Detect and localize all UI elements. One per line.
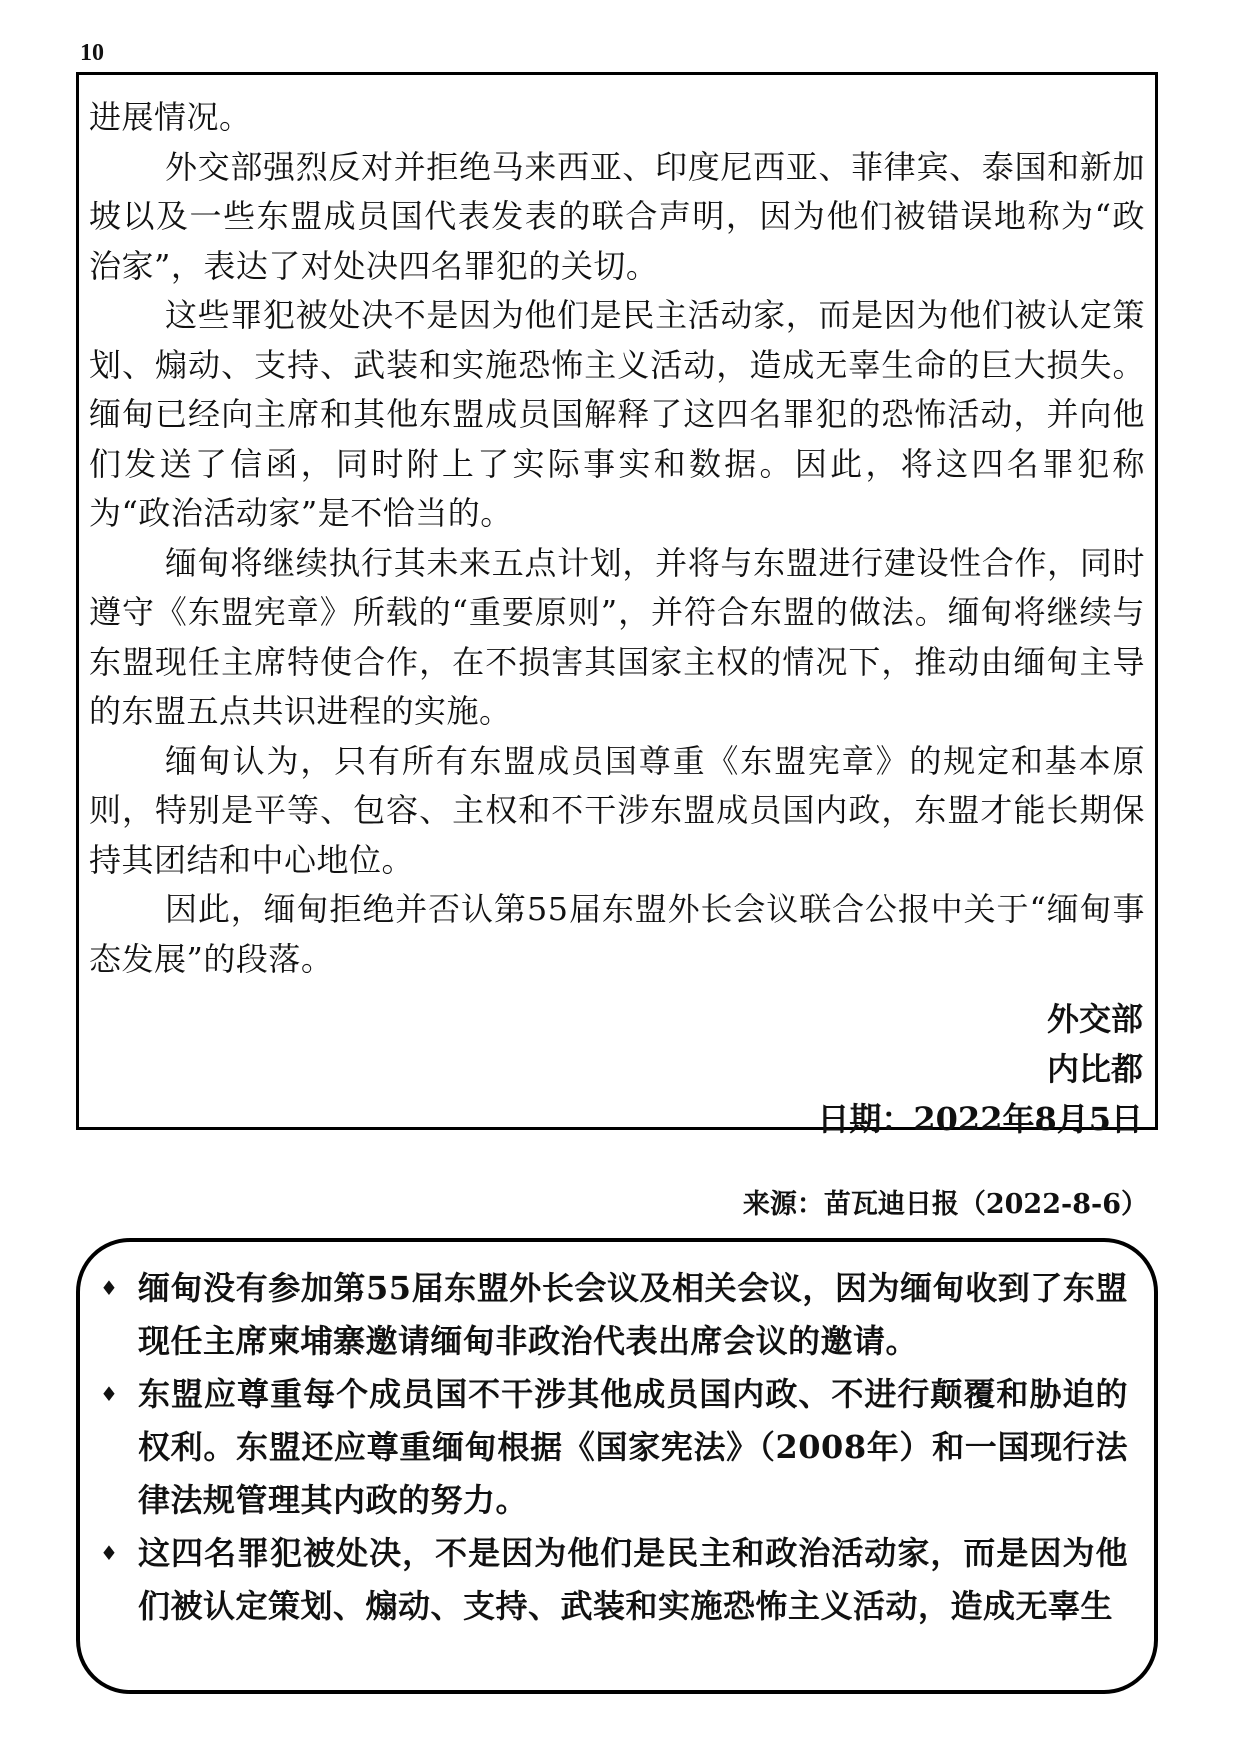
summary-item-text: 东盟应尊重每个成员国不干涉其他成员国内政、不进行颠覆和胁迫的权利。东盟还应尊重缅甸根据《国家宪法》（2008年）和一国现行法律法规管理其内政的努力。 xyxy=(138,1375,1128,1519)
signature-block xyxy=(89,994,1145,1144)
statement-box xyxy=(76,72,1158,1138)
diamond-bullet-icon: ♦ xyxy=(100,1382,118,1406)
summary-box xyxy=(76,1238,1158,1694)
source-citation: 来源：苗瓦迪日报（2022-8-6） xyxy=(742,1189,1148,1220)
statement-paragraph: 外交部强烈反对并拒绝马来西亚、印度尼西亚、菲律宾、泰国和新加坡以及一些东盟成员国代表发表的联合声明，因为他们被错误地称为“政治家”，表达了对处决四名罪犯的关切。 xyxy=(89,147,1145,285)
signature-city: 内比都 xyxy=(1046,1050,1143,1088)
summary-item xyxy=(94,1368,1128,1527)
statement-paragraph: 缅甸认为，只有所有东盟成员国尊重《东盟宪章》的规定和基本原则，特别是平等、包容、主权和不干涉东盟成员国内政，东盟才能长期保持其团结和中心地位。 xyxy=(89,741,1145,879)
statement-paragraph: 这些罪犯被处决不是因为他们是民主活动家，而是因为他们被认定策划、煽动、支持、武装和实施恐怖主义活动，造成无辜生命的巨大损失。缅甸已经向主席和其他东盟成员国解释了这四名罪犯的恐怖活动，并向他们发送了信函，同时附上了实际事实和数据。因此，将这四名罪犯称为“政治活动家”是不恰当的。 xyxy=(89,296,1145,532)
statement-paragraph: 因此，缅甸拒绝并否认第55届东盟外长会议联合公报中关于“缅甸事态发展”的段落。 xyxy=(89,890,1145,978)
summary-item xyxy=(94,1262,1128,1368)
summary-item-text: 缅甸没有参加第55届东盟外长会议及相关会议，因为缅甸收到了东盟现任主席柬埔寨邀请缅甸非政治代表出席会议的邀请。 xyxy=(138,1269,1128,1360)
statement-paragraph: 进展情况。 xyxy=(89,98,252,136)
statement-paragraph: 缅甸将继续执行其未来五点计划，并将与东盟进行建设性合作，同时遵守《东盟宪章》所载的“重要原则”，并符合东盟的做法。缅甸将继续与东盟现任主席特使合作，在不损害其国家主权的情况下，推动由缅甸主导的东盟五点共识进程的实施。 xyxy=(89,543,1145,730)
signature-date: 日期：2022年8月5日 xyxy=(817,1100,1143,1138)
signature-ministry: 外交部 xyxy=(1046,1000,1143,1038)
summary-item xyxy=(94,1527,1128,1633)
diamond-bullet-icon: ♦ xyxy=(100,1276,118,1300)
page-number: 10 xyxy=(80,40,104,66)
summary-item-text: 这四名罪犯被处决，不是因为他们是民主和政治活动家，而是因为他们被认定策划、煽动、支持、武装和实施恐怖主义活动，造成无辜生 xyxy=(138,1534,1128,1625)
diamond-bullet-icon: ♦ xyxy=(100,1541,118,1565)
summary-list xyxy=(94,1262,1128,1633)
